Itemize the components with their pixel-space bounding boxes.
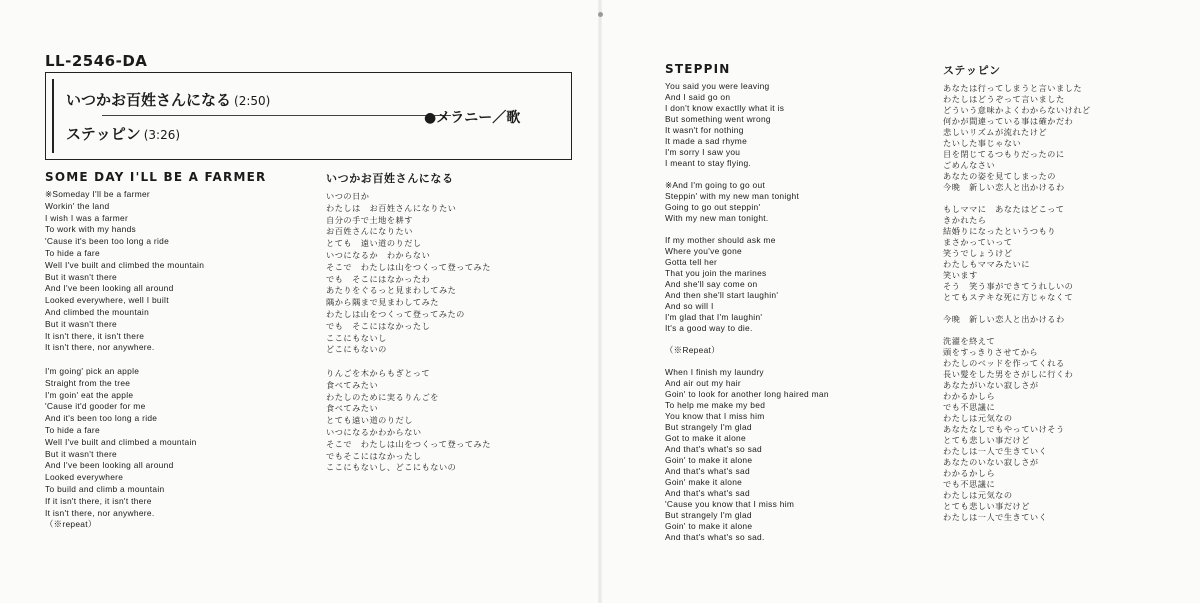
lyric-line: It isn't there, nor anywhere. <box>45 342 155 353</box>
lyric-line: It wasn't for nothing <box>665 125 744 135</box>
lyric-line: Got to make it alone <box>665 433 746 443</box>
lyric-line: 今晩 新しい恋人と出かけるわ <box>943 314 1065 324</box>
lyric-line: With my new man tonight. <box>665 213 769 223</box>
lyric-line: I meant to stay flying. <box>665 158 752 168</box>
lyric-line: 'Cause it'd gooder for me <box>45 401 146 412</box>
lyric-line: Well I've built and climbed a mountain <box>45 436 197 447</box>
lyric-line: You know that I miss him <box>665 411 765 421</box>
lyric-line: わたしは一人で生きていく <box>943 446 1048 456</box>
lyric-line <box>943 325 1091 336</box>
lyric-line: Goin' to look for another long haired man <box>665 389 829 399</box>
lyric-line: I wish I was a farmer <box>45 212 129 223</box>
lyric-line: わたしもママみたいに <box>943 259 1030 269</box>
lyric-line: 隅から隅まで見まわしてみた <box>326 297 439 308</box>
lyric-line: 洗濯を終えて <box>943 336 996 346</box>
lyric-line: ごめんなさい <box>943 160 996 170</box>
lyric-line: Looked everywhere <box>45 472 124 483</box>
lyric-line: 結婚りになったというつもり <box>943 226 1056 236</box>
title-box-stripe <box>52 79 54 153</box>
lyric-line: どこにもないの <box>326 344 387 355</box>
lyric-line: ※And I'm going to go out <box>665 180 766 190</box>
lyric-line: まさかっていって <box>943 237 1013 247</box>
lyric-line: いつになるかわからない <box>326 426 422 437</box>
lyric-line: でも不思議に <box>943 402 996 412</box>
lyric-line: If my mother should ask me <box>665 235 776 245</box>
lyric-line: そう 笑う事ができてうれしいの <box>943 281 1074 291</box>
lyric-line: Going to go out steppin' <box>665 202 761 212</box>
lyric-line: 'Cause it's been too long a ride <box>45 236 170 247</box>
lyric-line: I'm glad that I'm laughin' <box>665 312 763 322</box>
lyric-line: Goin' make it alone <box>665 477 743 487</box>
song2-title: ステッピン <box>66 125 141 143</box>
lyric-line: But it wasn't there <box>45 271 118 282</box>
lyric-line: あなたのいない寂しさが <box>943 457 1039 467</box>
lyric-line <box>665 356 829 367</box>
punch-dot <box>598 12 603 17</box>
lyric-line: Steppin' with my new man tonight <box>665 191 800 201</box>
lyric-line: 目を閉じてるつもりだったのに <box>943 149 1065 159</box>
lyric-line: （※Repeat） <box>665 345 720 355</box>
farmer-english-lyrics <box>45 170 266 531</box>
lyric-line: Gotta tell her <box>665 257 718 267</box>
lyric-line: And that's what's so sad <box>665 444 762 454</box>
lyric-line: とても 遠い道のりだし <box>326 238 422 249</box>
steppin-japanese-lyrics <box>943 62 1091 523</box>
lyric-line: I'm going' pick an apple <box>45 365 140 376</box>
lyric-line: わかるかしら <box>943 468 996 478</box>
lyric-line: And I said go on <box>665 92 731 102</box>
lyric-line: きかれたら <box>943 215 987 225</box>
lyric-line: And so will I <box>665 301 714 311</box>
lyric-line: ※Someday I'll be a farmer <box>45 189 151 199</box>
lyric-line: いつになるか わからない <box>326 249 431 260</box>
lyric-line: And I've been looking all around <box>45 283 174 294</box>
lyric-line: でも そこにはなかったし <box>326 320 431 331</box>
lyric-line: Workin' the land <box>45 200 110 211</box>
lyric-line: Straight from the tree <box>45 377 131 388</box>
lyric-line: Goin' to make it alone <box>665 521 753 531</box>
lyric-line <box>665 169 829 180</box>
lyric-line: But strangely I'm glad <box>665 422 752 432</box>
lyric-line: It isn't there, nor anywhere. <box>45 507 155 518</box>
lyric-line <box>665 334 829 345</box>
lyric-line <box>45 354 266 366</box>
lyric-line: But something went wrong <box>665 114 771 124</box>
lyric-line: And climbed the mountain <box>45 306 150 317</box>
lyric-line <box>943 193 1091 204</box>
lyric-line: Goin' to make it alone <box>665 455 753 465</box>
lyric-line: りんごを木からもぎとって <box>326 367 431 378</box>
lyric-line: To work with my hands <box>45 224 137 235</box>
lyrics-lines <box>326 191 491 474</box>
steppin-english-heading: STEPPIN <box>665 62 731 76</box>
lyric-line: わたしは山をつくって登ってみたの <box>326 308 465 319</box>
lyric-line: 長い髪をした男をさがしに行くわ <box>943 369 1074 379</box>
lyric-line: Well I've built and climbed the mountain <box>45 259 205 270</box>
lyric-line <box>943 303 1091 314</box>
lyric-line: To hide a fare <box>45 424 100 435</box>
lyric-line: そこで わたしは山をつくって登ってみた <box>326 438 491 449</box>
lyric-line: もしママに あなたはどこって <box>943 204 1065 214</box>
lyric-line: You said you were leaving <box>665 81 770 91</box>
title-box <box>45 72 572 160</box>
catalog-number: LL-2546-DA <box>45 52 148 70</box>
lyric-line: たいした事じゃない <box>943 138 1022 148</box>
lyric-line: わたしのベッドを作ってくれる <box>943 358 1065 368</box>
lyric-line: あなたなしでもやっていけそう <box>943 424 1065 434</box>
lyric-line: あなたの姿を見てしまったの <box>943 171 1056 181</box>
lyric-line: 笑います <box>943 270 978 280</box>
title-divider <box>102 115 451 116</box>
lyric-line: わたしは一人で生きていく <box>943 512 1048 522</box>
lyric-line: ここにもないし、どこにもないの <box>326 462 457 473</box>
lyric-line: To hide a fare <box>45 247 100 258</box>
lyric-line: To help me make my bed <box>665 400 766 410</box>
lyric-line: When I finish my laundry <box>665 367 764 377</box>
lyric-line: And she'll say come on <box>665 279 758 289</box>
song1-title-line <box>66 89 270 110</box>
lyric-line: And air out my hair <box>665 378 741 388</box>
lyric-line: 'Cause you know that I miss him <box>665 499 795 509</box>
lyric-line: わたしは お百姓さんになりたい <box>326 202 457 213</box>
lyric-line: でも不思議に <box>943 479 996 489</box>
lyric-line: And then she'll start laughin' <box>665 290 779 300</box>
lyric-line: わたしのために実るりんごを <box>326 391 439 402</box>
song2-title-line <box>66 123 180 144</box>
song2-duration: (3:26) <box>143 128 181 142</box>
lyric-line: そこで わたしは山をつくって登ってみた <box>326 261 491 272</box>
lyric-line: That you join the marines <box>665 268 767 278</box>
lyric-line: あなたがいない寂しさが <box>943 380 1039 390</box>
lyric-line: 頭をすっきりさせてから <box>943 347 1039 357</box>
steppin-english-lyrics <box>665 62 829 543</box>
lyric-line: でもそこにはなかったし <box>326 450 422 461</box>
farmer-english-heading: SOME DAY I'LL BE A FARMER <box>45 170 267 184</box>
lyric-line: But strangely I'm glad <box>665 510 752 520</box>
lyric-line: とても悲しい事だけど <box>943 435 1030 445</box>
farmer-japanese-heading: いつかお百姓さんになる <box>326 172 454 185</box>
song1-title: いつかお百姓さんになる <box>66 91 232 109</box>
lyric-line: And that's what's so sad. <box>665 532 765 542</box>
lyric-line: わたしは元気なの <box>943 490 1013 500</box>
lyric-line: It's a good way to die. <box>665 323 753 333</box>
lyric-line: とても遠い道のりだし <box>326 415 413 426</box>
lyric-line: It made a sad rhyme <box>665 136 748 146</box>
lyric-line: I'm goin' eat the apple <box>45 389 134 400</box>
lyric-line: 今晩 新しい恋人と出かけるわ <box>943 182 1065 192</box>
lyric-line: いつの日か <box>326 191 370 201</box>
lyric-line: I'm sorry I saw you <box>665 147 741 157</box>
lyric-line: でも そこにはなかったわ <box>326 273 431 284</box>
artist-credit: ●メラニー／歌 <box>424 110 521 126</box>
lyric-line: Where you've gone <box>665 246 742 256</box>
lyric-line: わたしは元気なの <box>943 413 1013 423</box>
lyric-line: わかるかしら <box>943 391 996 401</box>
song1-duration: (2:50) <box>234 94 271 108</box>
lyric-line: And that's what's sad <box>665 488 750 498</box>
lyric-line <box>665 224 829 235</box>
lyric-line: あたりをぐるっと見まわしてみた <box>326 285 457 296</box>
lyric-line: It isn't there, it isn't there <box>45 330 145 341</box>
lyric-line: お百姓さんになりたい <box>326 226 413 237</box>
lyric-line: とても悲しい事だけど <box>943 501 1030 511</box>
lyric-line: But it wasn't there <box>45 318 118 329</box>
lyrics-lines <box>665 81 829 543</box>
lyric-line: But it wasn't there <box>45 448 118 459</box>
lyric-line: And that's what's sad <box>665 466 750 476</box>
lyric-line: 笑うでしょうけど <box>943 248 1013 258</box>
lyric-line: If it isn't there, it isn't there <box>45 495 152 506</box>
lyric-line: どういう意味かよくわからないけれど <box>943 105 1091 115</box>
lyric-line: To build and climb a mountain <box>45 483 165 494</box>
lyric-line: And it's been too long a ride <box>45 413 158 424</box>
steppin-japanese-heading: ステッピン <box>943 64 1001 77</box>
lyric-line: 何かが間違っている事は確かだわ <box>943 116 1074 126</box>
lyric-line: （※repeat） <box>45 519 97 530</box>
lyric-line <box>326 356 491 368</box>
lyric-line: And I've been looking all around <box>45 460 174 471</box>
lyric-line: 悲しいリズムが流れたけど <box>943 127 1048 137</box>
farmer-japanese-lyrics <box>326 170 491 474</box>
lyric-line: Looked everywhere, well I built <box>45 295 169 306</box>
lyrics-lines <box>943 83 1091 523</box>
lyric-line: 食べてみたい <box>326 379 379 390</box>
lyric-line: あなたは行ってしまうと言いました <box>943 83 1083 93</box>
page-fold <box>598 0 602 603</box>
lyric-line: I don't know exactlly what it is <box>665 103 785 113</box>
lyric-line: わたしはどうぞって言いました <box>943 94 1065 104</box>
lyrics-lines <box>45 189 266 531</box>
lyric-line: ここにもないし <box>326 332 387 343</box>
lyric-line: とてもステキな死に方じゃなくて <box>943 292 1074 302</box>
lyric-line: 自分の手で土地を耕す <box>326 214 413 225</box>
lyric-line: 食べてみたい <box>326 403 379 414</box>
